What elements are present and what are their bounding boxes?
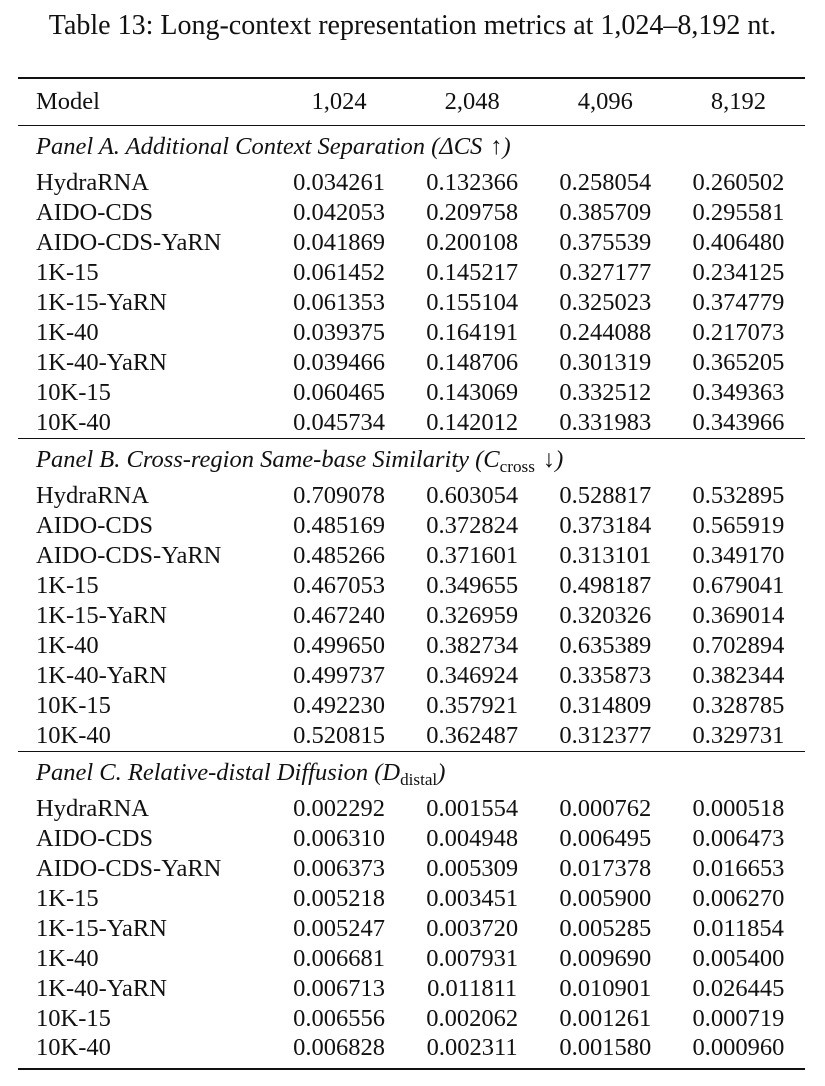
panel-title-text: Panel A. Additional Context Separation ( — [36, 133, 440, 160]
metric-value-cell: 0.406480 — [692, 229, 785, 256]
metric-value-cell: 0.372824 — [426, 512, 519, 539]
metric-value-cell: 0.002292 — [293, 795, 385, 822]
metric-value-cell: 0.010901 — [559, 975, 652, 1002]
model-name-cell: AIDO-CDS — [36, 199, 154, 226]
metric-value-cell: 0.385709 — [559, 199, 652, 226]
panel-b — [18, 439, 805, 752]
metric-value-cell: 0.005247 — [293, 915, 385, 942]
metric-value-cell: 0.060465 — [293, 379, 385, 406]
metric-value-cell: 0.155104 — [426, 289, 519, 316]
metric-value-cell: 0.260502 — [692, 169, 785, 196]
metric-value-cell: 0.520815 — [293, 722, 385, 749]
metric-value-cell: 0.000960 — [692, 1034, 785, 1061]
table-row — [18, 378, 805, 408]
metric-value-cell: 0.006556 — [293, 1005, 385, 1032]
metric-value-cell: 0.003720 — [426, 915, 519, 942]
metric-value-cell: 0.017378 — [559, 855, 652, 882]
metric-value-cell: 0.041869 — [293, 229, 385, 256]
table-row — [18, 408, 805, 439]
metric-value-cell: 0.006681 — [293, 945, 385, 972]
metric-value-cell: 0.006373 — [293, 855, 385, 882]
metric-value-cell: 0.006713 — [293, 975, 385, 1002]
column-header-4096: 4,096 — [577, 88, 633, 115]
table-row — [18, 721, 805, 752]
model-name-cell: 1K-40-YaRN — [36, 349, 167, 376]
metric-value-cell: 0.209758 — [426, 199, 519, 226]
metric-value-cell: 0.001554 — [426, 795, 519, 822]
table-row — [18, 481, 805, 511]
metric-value-cell: 0.532895 — [692, 482, 785, 509]
metric-value-cell: 0.357921 — [426, 692, 519, 719]
column-header-model: Model — [36, 88, 100, 115]
model-name-cell: AIDO-CDS-YaRN — [36, 542, 222, 569]
metric-value-cell: 0.061452 — [293, 259, 385, 286]
metric-value-cell: 0.375539 — [559, 229, 652, 256]
column-header-2048: 2,048 — [444, 88, 500, 115]
model-name-cell: HydraRNA — [36, 795, 149, 822]
metric-value-cell: 0.528817 — [559, 482, 652, 509]
metric-value-cell: 0.485169 — [293, 512, 385, 539]
metric-value-cell: 0.006828 — [293, 1034, 385, 1061]
metric-value-cell: 0.026445 — [692, 975, 785, 1002]
table-container — [18, 77, 805, 1070]
model-name-cell: 1K-15 — [36, 572, 99, 599]
metric-value-cell: 0.320326 — [559, 602, 652, 629]
model-name-cell: 1K-40 — [36, 632, 99, 659]
table-row — [18, 914, 805, 944]
metric-value-cell: 0.005309 — [426, 855, 519, 882]
metric-value-cell: 0.335873 — [559, 662, 652, 689]
metric-value-cell: 0.312377 — [559, 722, 652, 749]
table-row — [18, 824, 805, 854]
panel-metric-subscript: cross — [499, 457, 535, 476]
metric-value-cell: 0.000518 — [692, 795, 785, 822]
metric-value-cell: 0.498187 — [559, 572, 652, 599]
metric-value-cell: 0.217073 — [692, 319, 785, 346]
model-name-cell: 1K-40-YaRN — [36, 662, 167, 689]
panel-metric-symbol: C — [483, 446, 500, 473]
metric-value-cell: 0.005400 — [692, 945, 785, 972]
panel-title-text: Panel C. Relative-distal Diffusion ( — [36, 759, 383, 786]
metric-value-cell: 0.003451 — [426, 885, 519, 912]
model-name-cell: AIDO-CDS — [36, 825, 154, 852]
metric-value-cell: 0.485266 — [293, 542, 385, 569]
metric-value-cell: 0.295581 — [692, 199, 785, 226]
panel-metric-symbol: D — [382, 759, 401, 786]
table-row — [18, 854, 805, 884]
metric-value-cell: 0.045734 — [293, 409, 385, 436]
metric-value-cell: 0.343966 — [692, 409, 785, 436]
panel-title — [18, 439, 805, 482]
table-row — [18, 631, 805, 661]
table-caption: Table 13: Long-context representation metrics at 1,024–8,192 nt. — [48, 10, 777, 41]
model-name-cell: HydraRNA — [36, 169, 149, 196]
metric-value-cell: 0.349170 — [692, 542, 785, 569]
metric-value-cell: 0.679041 — [692, 572, 785, 599]
metric-value-cell: 0.005285 — [559, 915, 652, 942]
metric-value-cell: 0.145217 — [426, 259, 519, 286]
metric-value-cell: 0.371601 — [426, 542, 519, 569]
metric-value-cell: 0.142012 — [426, 409, 519, 436]
metric-value-cell: 0.492230 — [293, 692, 385, 719]
table-row — [18, 168, 805, 198]
panel-title-close: ) — [555, 446, 564, 473]
table-row — [18, 1034, 805, 1069]
metric-value-cell: 0.365205 — [692, 349, 785, 376]
table-row — [18, 258, 805, 288]
panel-title-row — [18, 126, 805, 169]
metric-value-cell: 0.148706 — [426, 349, 519, 376]
metrics-table — [18, 77, 805, 1070]
panel-title — [18, 752, 805, 795]
metric-value-cell: 0.346924 — [426, 662, 519, 689]
model-name-cell: 10K-40 — [36, 722, 111, 749]
metric-value-cell: 0.332512 — [559, 379, 652, 406]
table-row — [18, 228, 805, 258]
table-row — [18, 541, 805, 571]
metric-value-cell: 0.369014 — [692, 602, 785, 629]
metric-value-cell: 0.301319 — [559, 349, 652, 376]
metric-value-cell: 0.007931 — [426, 945, 519, 972]
model-name-cell: HydraRNA — [36, 482, 149, 509]
model-name-cell: 1K-40 — [36, 319, 99, 346]
metric-value-cell: 0.349655 — [426, 572, 519, 599]
metric-value-cell: 0.164191 — [426, 319, 519, 346]
model-name-cell: 1K-15-YaRN — [36, 602, 167, 629]
metric-value-cell: 0.039466 — [293, 349, 385, 376]
metric-value-cell: 0.635389 — [559, 632, 652, 659]
table-row — [18, 198, 805, 228]
metric-value-cell: 0.042053 — [293, 199, 385, 226]
panel-title — [18, 126, 805, 169]
metric-value-cell: 0.331983 — [559, 409, 652, 436]
model-name-cell: 10K-15 — [36, 379, 111, 406]
panel-title-text: Panel B. Cross-region Same-base Similarity ( — [36, 446, 484, 473]
metric-value-cell: 0.004948 — [426, 825, 519, 852]
panel-metric-symbol: ΔCS — [439, 133, 483, 160]
table-row — [18, 691, 805, 721]
metric-value-cell: 0.001580 — [559, 1034, 652, 1061]
metric-value-cell: 0.382344 — [692, 662, 785, 689]
panel-metric-arrow: ↑ — [490, 133, 503, 160]
metric-value-cell: 0.328785 — [692, 692, 785, 719]
panel-a — [18, 126, 805, 439]
metric-value-cell: 0.005900 — [559, 885, 652, 912]
metric-value-cell: 0.011811 — [427, 975, 518, 1002]
metric-value-cell: 0.258054 — [559, 169, 652, 196]
metric-value-cell: 0.327177 — [559, 259, 652, 286]
metric-value-cell: 0.006310 — [293, 825, 385, 852]
model-name-cell: 1K-40-YaRN — [36, 975, 167, 1002]
panel-title-close: ) — [502, 133, 511, 160]
model-name-cell: 10K-15 — [36, 692, 111, 719]
metric-value-cell: 0.034261 — [293, 169, 385, 196]
metric-value-cell: 0.313101 — [559, 542, 652, 569]
metric-value-cell: 0.011854 — [692, 915, 784, 942]
panel-metric-arrow: ↓ — [542, 446, 556, 473]
model-name-cell: 10K-40 — [36, 1034, 111, 1061]
panel-title-row — [18, 439, 805, 482]
metric-value-cell: 0.374779 — [692, 289, 785, 316]
metric-value-cell: 0.132366 — [426, 169, 519, 196]
table-row — [18, 944, 805, 974]
model-name-cell: AIDO-CDS-YaRN — [36, 229, 222, 256]
table-row — [18, 884, 805, 914]
model-name-cell: 10K-40 — [36, 409, 111, 436]
panel-metric-subscript: distal — [400, 770, 438, 789]
metric-value-cell: 0.016653 — [692, 855, 785, 882]
metric-value-cell: 0.499650 — [293, 632, 385, 659]
metric-value-cell: 0.002311 — [426, 1034, 518, 1061]
model-name-cell: 1K-15-YaRN — [36, 915, 167, 942]
metric-value-cell: 0.000762 — [559, 795, 652, 822]
metric-value-cell: 0.001261 — [559, 1005, 652, 1032]
table-row — [18, 288, 805, 318]
table-row — [18, 571, 805, 601]
metric-value-cell: 0.005218 — [293, 885, 385, 912]
metric-value-cell: 0.499737 — [293, 662, 385, 689]
metric-value-cell: 0.362487 — [426, 722, 519, 749]
table-row — [18, 1004, 805, 1034]
table-row — [18, 974, 805, 1004]
column-header-8192: 8,192 — [710, 88, 766, 115]
metric-value-cell: 0.329731 — [692, 722, 785, 749]
panel-title-close: ) — [437, 759, 446, 786]
model-name-cell: 1K-15-YaRN — [36, 289, 167, 316]
model-name-cell: AIDO-CDS — [36, 512, 154, 539]
metric-value-cell: 0.702894 — [692, 632, 785, 659]
metric-value-cell: 0.143069 — [426, 379, 519, 406]
column-header-1024: 1,024 — [311, 88, 367, 115]
model-name-cell: 1K-40 — [36, 945, 99, 972]
metric-value-cell: 0.006270 — [692, 885, 785, 912]
table-row — [18, 601, 805, 631]
model-name-cell: 1K-15 — [36, 259, 99, 286]
metric-value-cell: 0.039375 — [293, 319, 385, 346]
metric-value-cell: 0.006473 — [692, 825, 785, 852]
metric-value-cell: 0.325023 — [559, 289, 652, 316]
metric-value-cell: 0.061353 — [293, 289, 385, 316]
metric-value-cell: 0.200108 — [426, 229, 519, 256]
model-name-cell: 1K-15 — [36, 885, 99, 912]
metric-value-cell: 0.467240 — [293, 602, 385, 629]
metric-value-cell: 0.382734 — [426, 632, 519, 659]
metric-value-cell: 0.314809 — [559, 692, 652, 719]
metric-value-cell: 0.565919 — [692, 512, 785, 539]
metric-value-cell: 0.000719 — [692, 1005, 785, 1032]
metric-value-cell: 0.002062 — [426, 1005, 519, 1032]
table-row — [18, 318, 805, 348]
metric-value-cell: 0.326959 — [426, 602, 519, 629]
table-row — [18, 348, 805, 378]
table-row — [18, 661, 805, 691]
table-row — [18, 511, 805, 541]
metric-value-cell: 0.006495 — [559, 825, 652, 852]
metric-value-cell: 0.603054 — [426, 482, 519, 509]
metric-value-cell: 0.349363 — [692, 379, 785, 406]
panel-c — [18, 752, 805, 1070]
table-row — [18, 794, 805, 824]
model-name-cell: 10K-15 — [36, 1005, 111, 1032]
metric-value-cell: 0.467053 — [293, 572, 385, 599]
model-name-cell: AIDO-CDS-YaRN — [36, 855, 222, 882]
header-row — [18, 78, 805, 126]
metric-value-cell: 0.373184 — [559, 512, 652, 539]
metric-value-cell: 0.009690 — [559, 945, 652, 972]
metric-value-cell: 0.244088 — [559, 319, 652, 346]
metric-value-cell: 0.234125 — [692, 259, 785, 286]
metric-value-cell: 0.709078 — [293, 482, 385, 509]
panel-title-row — [18, 752, 805, 795]
